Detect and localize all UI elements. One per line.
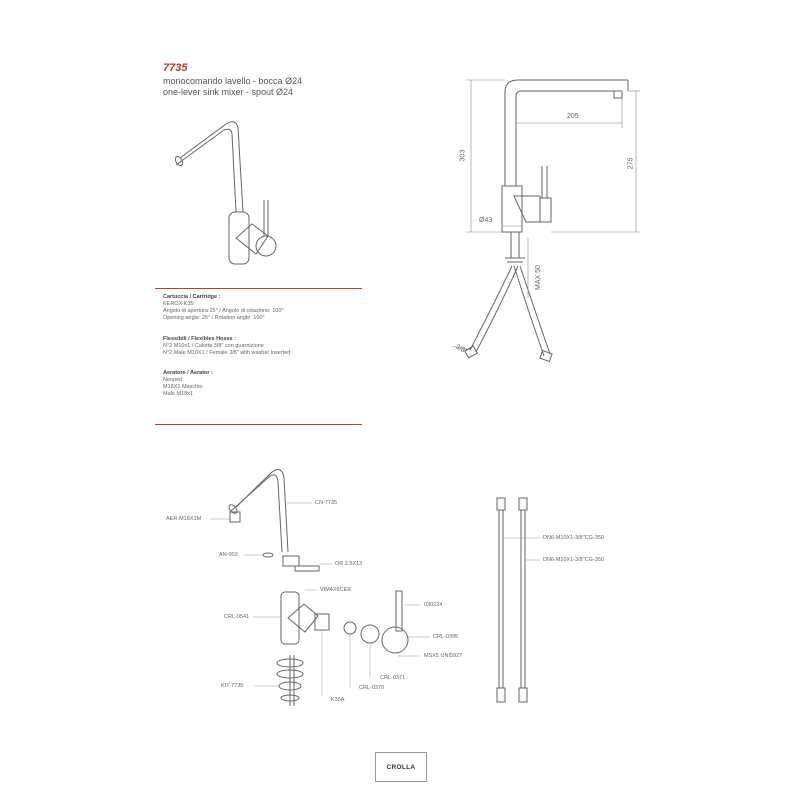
part-label-or: OR 2,5X13	[335, 561, 363, 567]
product-title-en: one-lever sink mixer - spout Ø24	[163, 87, 294, 97]
dim-height-spout: 275	[627, 157, 635, 170]
cartridge-line: KEROX K35	[163, 301, 194, 307]
product-code: 7735	[163, 62, 188, 74]
hoses-drawing	[497, 498, 540, 702]
dim-reach: 205	[567, 113, 579, 120]
faucet-perspective-drawing	[174, 122, 276, 264]
part-label-aer: AER-M18X1M	[166, 516, 202, 522]
dim-hose-thread: 3/8"	[454, 343, 469, 356]
dim-max-thickness: MAX 50	[534, 265, 542, 290]
cartridge-line: Angolo di apertura:25° / Angolo di rotazione: 100°	[163, 308, 284, 314]
dim-height-total: 303	[459, 149, 467, 162]
dimension-lines	[452, 80, 640, 350]
part-label-vim: VIM4X6CER	[320, 587, 352, 593]
part-label-k35a: K35A	[331, 697, 345, 703]
cartridge-title: Cartuccia / Cartridge :	[163, 294, 221, 300]
part-label-msx5: MSX5 UNI5927	[424, 653, 463, 659]
aerator-line: M18X1 Maschio	[163, 384, 203, 390]
aerator-line: Neoperl	[163, 377, 183, 383]
brand-logo	[375, 752, 427, 782]
part-label-crl395: CRL-0395	[433, 634, 459, 640]
hoses-title: Flessibili / Flexibles Hoses :	[163, 336, 237, 342]
aerator-line: Male M18x1	[163, 391, 193, 397]
part-label-cn: CN-7735	[315, 500, 338, 506]
hoses-line: N°2 Male M10X1 / Female 3/8" with washer inserted	[163, 350, 291, 356]
dim-body-dia: Ø43	[479, 217, 493, 224]
part-label-kit: KIT-7735	[221, 683, 244, 689]
cartridge-line: Opening angle: 25° / Rotation angle: 100°	[163, 315, 265, 321]
brand-name: CROLLA	[386, 763, 416, 771]
part-label-an: AN-003	[219, 552, 238, 558]
part-label-crl371: CRL-0371	[380, 675, 406, 681]
part-label-hose1: DN6-M10X1-3/8"CG-350	[543, 535, 604, 541]
hoses-line: N°2 M10x1 / Calotta 3/8" con guarnizione	[163, 343, 264, 349]
part-label-030224: 030224	[424, 602, 443, 608]
aerator-title: Aeratore / Aerator :	[163, 370, 213, 376]
part-label-hose2: DN6-M10X1-3/8"CG-350	[543, 557, 604, 563]
part-label-crl541: CRL-0541	[224, 614, 250, 620]
part-label-crl370: CRL-0370	[359, 685, 385, 691]
product-title-it: monocomando lavello - bocca Ø24	[163, 76, 303, 86]
